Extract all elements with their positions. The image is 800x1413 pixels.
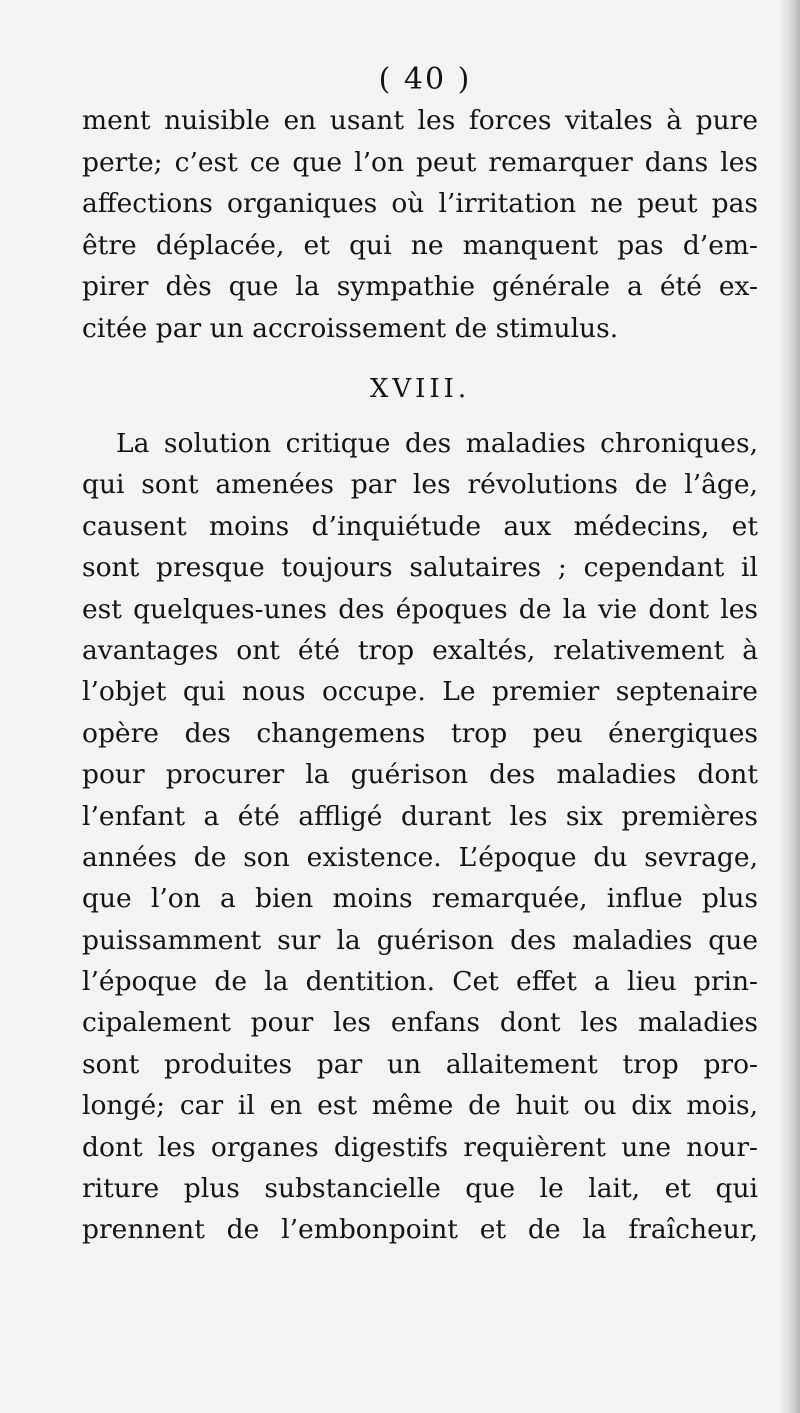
text-line: affections organiques où l’irritation ne peut pas bbox=[82, 188, 758, 219]
text-line: longé; car il en est même de huit ou dix mois, bbox=[82, 1090, 758, 1122]
text-line: ment nuisible en usant les forces vitales à pure bbox=[82, 105, 758, 136]
text-line: est quelques-unes des époques de la vie dont les bbox=[82, 593, 758, 625]
text-line: riture plus substancielle que le lait, et qui bbox=[82, 1173, 758, 1205]
text-line: opère des changemens trop peu énergiques bbox=[82, 717, 758, 749]
page-edge-shadow bbox=[778, 0, 800, 1413]
text-line: pour procurer la guérison des maladies dont bbox=[82, 759, 758, 791]
text-line: sont produites par un allaitement trop pro- bbox=[82, 1048, 758, 1080]
text-line: qui sont amenées par les révolutions de l’âge, bbox=[82, 469, 758, 501]
text-line: l’objet qui nous occupe. Le premier septenaire bbox=[82, 676, 758, 708]
text-line: que l’on a bien moins remarquée, influe plus bbox=[82, 883, 758, 915]
text-line: causent moins d’inquiétude aux médecins, et bbox=[82, 510, 758, 542]
paragraph-section-xviii bbox=[82, 423, 758, 1251]
text-line: La solution critique des maladies chroniques, bbox=[116, 428, 758, 459]
paragraph-continuation bbox=[82, 100, 758, 349]
text-line: prennent de l’embonpoint et de la fraîcheur, bbox=[82, 1214, 758, 1246]
text-line: citée par un accroissement de stimulus. bbox=[82, 312, 619, 344]
text-line: avantages ont été trop exaltés, relativement à bbox=[82, 634, 758, 666]
text-line: dont les organes digestifs requièrent une nour- bbox=[82, 1131, 758, 1163]
page-text-block bbox=[82, 60, 758, 1251]
section-heading: XVIII. bbox=[369, 374, 471, 404]
page-number: ( 40 ) bbox=[378, 62, 472, 97]
text-line: cipalement pour les enfans dont les maladies bbox=[82, 1007, 758, 1039]
text-line: années de son existence. L’époque du sevrage, bbox=[82, 841, 758, 873]
text-line: puissamment sur la guérison des maladies que bbox=[82, 924, 758, 956]
text-line: l’époque de la dentition. Cet effet a lieu prin- bbox=[82, 966, 758, 998]
text-line: être déplacée, et qui ne manquent pas d’em- bbox=[82, 229, 758, 261]
text-line: perte; c’est ce que l’on peut remarquer dans les bbox=[82, 146, 758, 178]
text-line: l’enfant a été affligé durant les six premières bbox=[82, 800, 758, 832]
text-line: sont presque toujours salutaires ; cependant il bbox=[82, 552, 758, 584]
text-line: pirer dès que la sympathie générale a été ex- bbox=[82, 271, 758, 302]
